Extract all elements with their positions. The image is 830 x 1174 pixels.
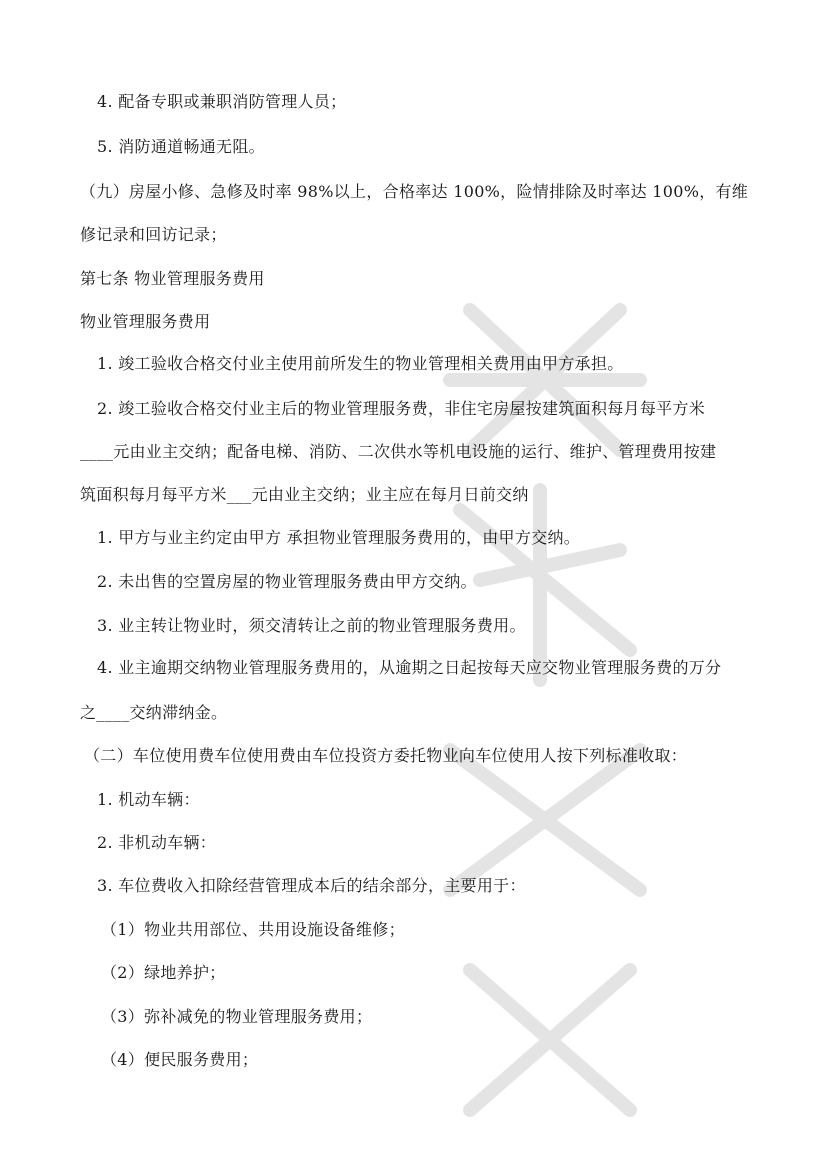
watermark-graphic — [390, 250, 690, 1150]
sub-item-4: （4）便民服务费用； — [101, 1050, 259, 1069]
section-heading: 物业管理服务费用 — [80, 312, 211, 331]
list-item-payer-1: 1. 甲方与业主约定由甲方 承担物业管理服务费用的，由甲方交纳。 — [97, 528, 581, 547]
list-item-fee-1: 1. 竣工验收合格交付业主使用前所发生的物业管理相关费用由甲方承担。 — [97, 354, 624, 373]
paragraph-repair-rate: （九）房屋小修、急修及时率 98%以上，合格率达 100%，险情排除及时率达 100%，有维 — [80, 182, 749, 201]
sub-item-1: （1）物业共用部位、共用设施设备维修； — [101, 920, 405, 939]
list-item-payer-4: 4. 业主逾期交纳物业管理服务费用的，从逾期之日起按每天应交物业管理服务费的万分 — [97, 658, 722, 677]
list-item-payer-3: 3. 业主转让物业时，须交清转让之前的物业管理服务费用。 — [97, 616, 526, 635]
list-item-non-motor-vehicle: 2. 非机动车辆： — [97, 833, 217, 852]
list-item-payer-2: 2. 未出售的空置房屋的物业管理服务费由甲方交纳。 — [97, 572, 477, 591]
list-item-fire-passage: 5. 消防通道畅通无阻。 — [97, 137, 265, 156]
article-heading: 第七条 物业管理服务费用 — [80, 269, 265, 288]
list-item-fee-2: 2. 竣工验收合格交付业主后的物业管理服务费，非住宅房屋按建筑面积每月每平方米 — [97, 399, 706, 418]
list-item-parking-surplus: 3. 车位费收入扣除经营管理成本后的结余部分，主要用于： — [97, 876, 526, 895]
list-item-fee-2-cont-1: ____元由业主交纳；配备电梯、消防、二次供水等机电设施的运行、维护、管理费用按建 — [80, 442, 717, 461]
list-item-motor-vehicle: 1. 机动车辆： — [97, 790, 200, 809]
paragraph-parking-fee: （二）车位使用费车位使用费由车位投资方委托物业向车位使用人按下列标准收取： — [84, 746, 688, 765]
paragraph-repair-rate-cont: 修记录和回访记录； — [80, 225, 227, 244]
list-item-fire-staff: 4. 配备专职或兼职消防管理人员； — [97, 92, 347, 111]
list-item-fee-2-cont-2: 筑面积每月每平方米___元由业主交纳；业主应在每月日前交纳 — [80, 485, 529, 504]
sub-item-3: （3）弥补减免的物业管理服务费用； — [101, 1007, 373, 1026]
list-item-payer-4-cont: 之____交纳滞纳金。 — [80, 703, 228, 722]
sub-item-2: （2）绿地养护； — [101, 963, 226, 982]
